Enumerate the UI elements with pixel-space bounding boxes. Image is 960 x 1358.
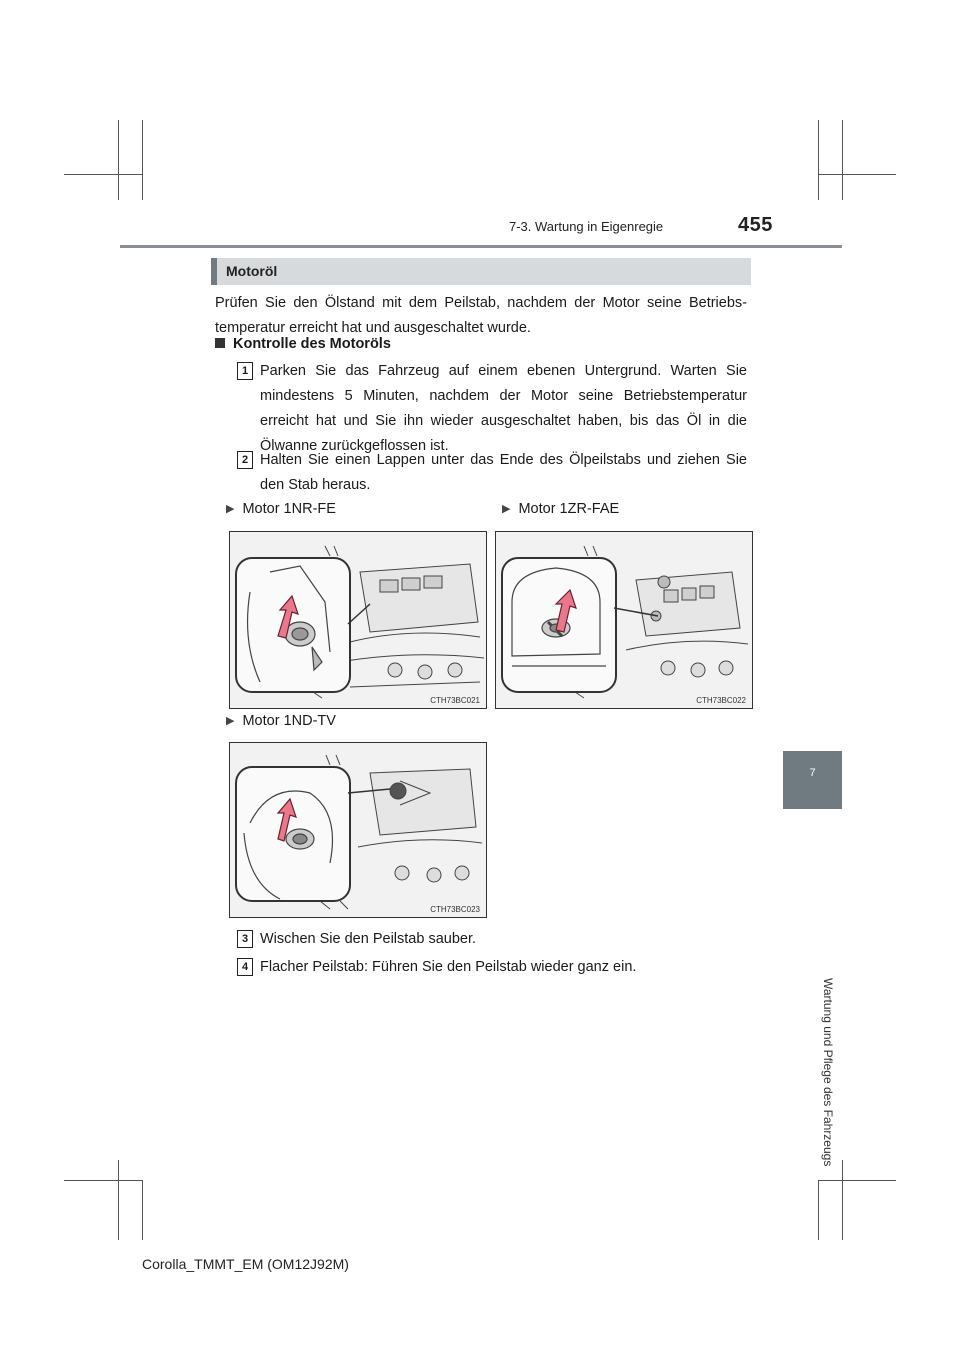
crop-mark bbox=[818, 120, 819, 200]
crop-mark bbox=[64, 1180, 142, 1181]
figure-code: CTH73BC022 bbox=[696, 696, 746, 705]
engine-illustration bbox=[230, 743, 486, 917]
figure-code: CTH73BC021 bbox=[430, 696, 480, 705]
intro-paragraph: Prüfen Sie den Ölstand mit dem Peilstab, nachdem der Motor seine Betriebs-temperatur erreicht hat und ausgeschaltet wurde. bbox=[215, 295, 747, 336]
header-rule bbox=[120, 245, 842, 248]
engine-figure-1nd-tv bbox=[229, 742, 487, 918]
sub-heading bbox=[215, 336, 391, 352]
section-heading: Motoröl bbox=[226, 263, 278, 279]
crop-mark bbox=[142, 1180, 143, 1240]
triangle-pointer-icon: ▶ bbox=[226, 715, 235, 727]
engine-label: ▶ Motor 1NR-FE bbox=[226, 501, 336, 517]
crop-mark bbox=[118, 1160, 119, 1240]
crop-mark bbox=[842, 1160, 843, 1240]
page-number: 455 bbox=[738, 214, 773, 236]
step-number-badge: 3 bbox=[237, 930, 253, 948]
chapter-number: 7 bbox=[809, 767, 816, 779]
step-text: Flacher Peilstab: Führen Sie den Peilstab wieder ganz ein. bbox=[260, 959, 637, 975]
engine-illustration bbox=[230, 532, 486, 708]
square-bullet-icon bbox=[215, 338, 225, 348]
step-number-badge: 4 bbox=[237, 958, 253, 976]
document-footer: Corolla_TMMT_EM (OM12J92M) bbox=[142, 1256, 349, 1272]
section-title: 7-3. Wartung in Eigenregie bbox=[509, 219, 664, 234]
crop-mark bbox=[142, 120, 143, 200]
triangle-pointer-icon: ▶ bbox=[226, 503, 235, 515]
step-text: Parken Sie das Fahrzeug auf einem ebenen Untergrund. Warten Sie mindestens 5 Minuten, nachdem der Motor seine Betriebstemperatur erreicht hat und Sie ihn wieder ausgeschaltet haben, bis das Öl in die Ölwanne zurückgeflossen ist. bbox=[260, 363, 747, 454]
step-number-badge: 1 bbox=[237, 362, 253, 380]
chapter-tab bbox=[783, 751, 842, 809]
engine-figure-1zr-fae bbox=[495, 531, 753, 709]
crop-mark bbox=[842, 120, 843, 200]
step-text: Wischen Sie den Peilstab sauber. bbox=[260, 931, 477, 947]
step-number-badge: 2 bbox=[237, 451, 253, 469]
chapter-caption: Wartung und Pflege des Fahrzeugs bbox=[821, 978, 835, 1167]
crop-mark bbox=[818, 1180, 896, 1181]
crop-mark bbox=[64, 174, 142, 175]
triangle-pointer-icon: ▶ bbox=[502, 503, 511, 515]
crop-mark bbox=[818, 174, 896, 175]
engine-label: ▶ Motor 1ZR-FAE bbox=[502, 501, 620, 517]
crop-mark bbox=[818, 1180, 819, 1240]
engine-label: ▶ Motor 1ND-TV bbox=[226, 713, 336, 729]
engine-figure-1nr-fe bbox=[229, 531, 487, 709]
crop-mark bbox=[118, 120, 119, 200]
step-text: Halten Sie einen Lappen unter das Ende des Ölpeilstabs und ziehen Sie den Stab heraus. bbox=[260, 452, 747, 493]
figure-code: CTH73BC023 bbox=[430, 905, 480, 914]
heading-bar bbox=[211, 258, 751, 285]
heading-bar-accent bbox=[211, 258, 217, 285]
sub-heading-text: Kontrolle des Motoröls bbox=[233, 336, 391, 352]
engine-illustration bbox=[496, 532, 752, 708]
